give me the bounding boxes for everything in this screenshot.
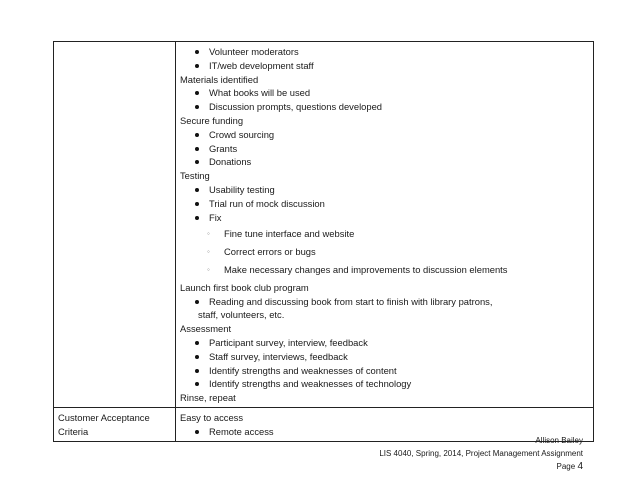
list-item: Volunteer moderators — [192, 45, 589, 59]
sub-list-item: ◦ Fine tune interface and website — [207, 227, 589, 241]
footer-course: LIS 4040, Spring, 2014, Project Management Assignment — [379, 449, 583, 458]
testing-list — [180, 183, 589, 224]
list-item: Identify strengths and weaknesses of technology — [192, 377, 589, 391]
section-heading-materials: Materials identified — [180, 73, 259, 85]
list-item: Identify strengths and weaknesses of content — [192, 364, 589, 378]
list-item: IT/web development staff — [192, 59, 589, 73]
row-content-cell — [176, 42, 594, 408]
list-item: Discussion prompts, questions developed — [192, 100, 589, 114]
list-item: Fix — [192, 211, 589, 225]
list-item: Usability testing — [192, 183, 589, 197]
footer-page — [379, 460, 583, 473]
page-number: 4 — [577, 461, 583, 472]
launch-list — [180, 295, 589, 309]
project-plan-table — [53, 41, 594, 442]
fix-sublist — [180, 227, 589, 276]
materials-list — [180, 86, 589, 114]
section-heading-assessment: Assessment — [180, 323, 232, 335]
section-heading-launch: Launch first book club program — [180, 281, 309, 293]
staff-list — [180, 45, 589, 73]
funding-list — [180, 128, 589, 169]
list-item: Remote access — [192, 425, 589, 439]
closing-line: Rinse, repeat — [180, 392, 236, 404]
page-footer — [379, 434, 583, 473]
list-item: Trial run of mock discussion — [192, 197, 589, 211]
list-item: Donations — [192, 155, 589, 169]
sub-list-item: ◦ Make necessary changes and improvements to discussion elements — [207, 263, 589, 277]
list-item: Participant survey, interview, feedback — [192, 336, 589, 350]
row-label-cell — [54, 42, 176, 408]
assessment-list — [180, 336, 589, 391]
list-item: Crowd sourcing — [192, 128, 589, 142]
section-heading-funding: Secure funding — [180, 114, 244, 126]
list-item: Staff survey, interviews, feedback — [192, 350, 589, 364]
row-label-cell: Customer Acceptance Criteria — [54, 407, 176, 441]
page-label: Page — [556, 462, 576, 471]
list-item: Grants — [192, 142, 589, 156]
footer-author: Allison Bailey — [535, 436, 583, 445]
section-heading-access: Easy to access — [180, 411, 244, 423]
list-item: What books will be used — [192, 86, 589, 100]
list-item-continuation: staff, volunteers, etc. — [198, 309, 285, 321]
sub-list-item: ◦ Correct errors or bugs — [207, 245, 589, 259]
section-heading-testing: Testing — [180, 170, 210, 182]
table-row — [54, 42, 594, 408]
list-item: Reading and discussing book from start to finish with library patrons, — [192, 295, 589, 309]
